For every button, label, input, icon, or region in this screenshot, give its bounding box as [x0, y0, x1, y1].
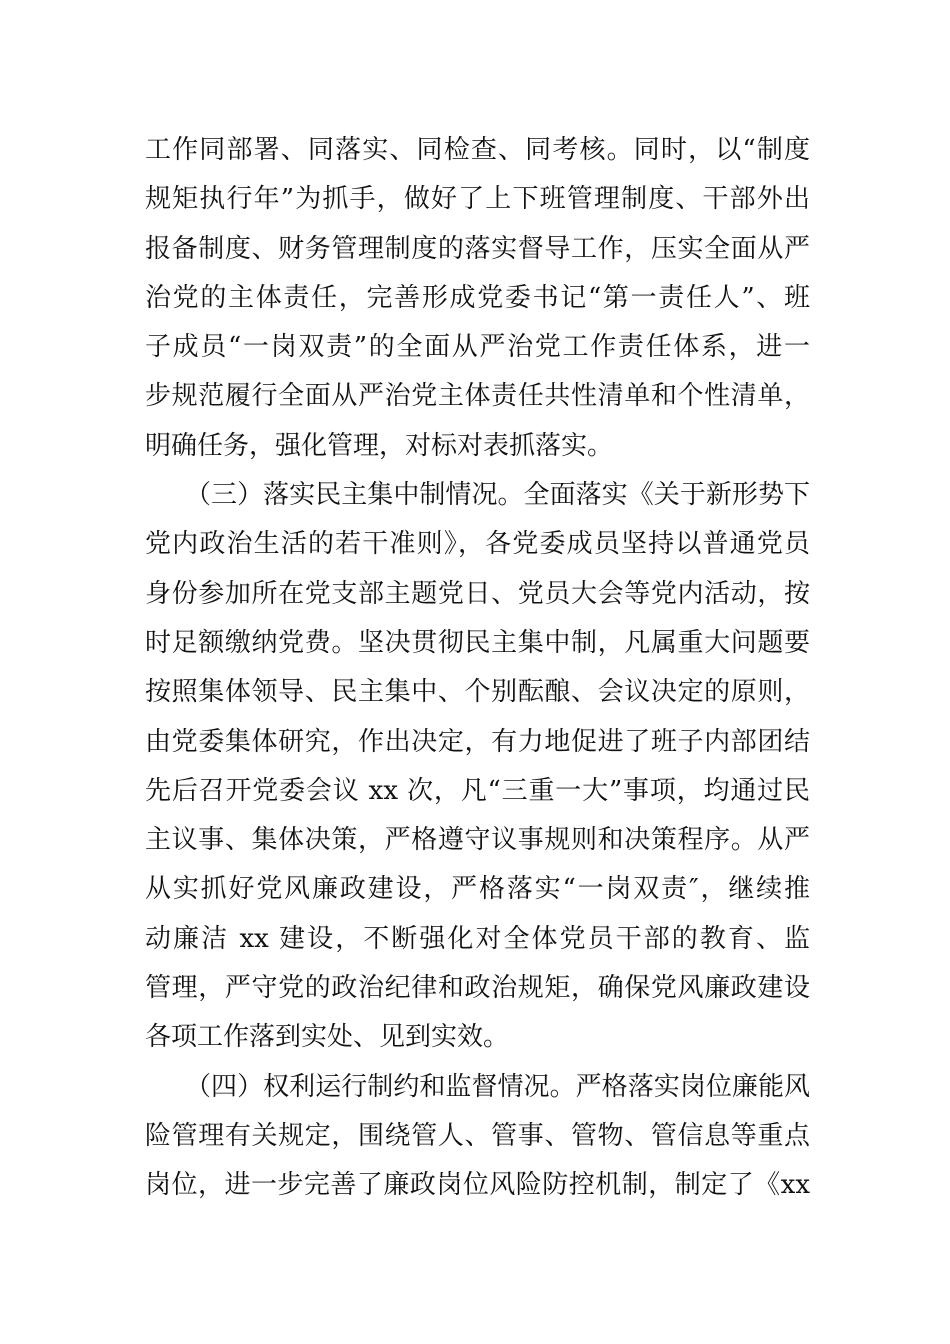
text-line: 管理，严守党的政治纪律和政治规矩，确保党风廉政建设	[145, 973, 810, 1004]
text-line: 步规范履行全面从严治党主体责任共性清单和个性清单，	[145, 381, 810, 412]
text-line: 从实抓好党风廉政建设，严格落实“一岗双责″，继续推	[145, 874, 810, 905]
text-line: 险管理有关规定，围绕管人、管事、管物、管信息等重点	[145, 1120, 810, 1151]
text-line: 工作同部署、同落实、同检查、同考核。同时，以“制度	[145, 135, 810, 165]
body-text	[145, 126, 810, 1211]
text-line: 按照集体领导、民主集中、个别酝酿、会议决定的原则，	[145, 677, 810, 708]
text-line-paragraph-start: （四）权利运行制约和监督情况。严格落实岗位廉能风	[185, 1071, 810, 1102]
text-line: 身份参加所在党支部主题党日、党员大会等党内活动，按	[145, 578, 810, 609]
text-line: 动廉洁 xx 建设，不断强化对全体党员干部的教育、监	[145, 923, 810, 954]
text-line: 时足额缴纳党费。坚决贯彻民主集中制，凡属重大问题要	[145, 627, 810, 658]
text-line: 子成员“一岗双责”的全面从严治党工作责任体系，进一	[145, 332, 810, 363]
text-line-paragraph-end: 各项工作落到实处、见到实效。	[145, 1022, 510, 1053]
text-line: 治党的主体责任，完善形成党委书记“第一责任人”、班	[145, 282, 810, 313]
text-line: 先后召开党委会议 xx 次，凡“三重一大”事项，均通过民	[145, 775, 810, 806]
text-line: 由党委集体研究，作出决定，有力地促进了班子内部团结	[145, 726, 810, 757]
text-line: 规矩执行年”为抓手，做好了上下班管理制度、干部外出	[145, 184, 810, 215]
text-line: 党内政治生活的若干准则》，各党委成员坚持以普通党员	[145, 529, 810, 560]
text-line-paragraph-end: 明确任务，强化管理，对标对表抓落实。	[145, 430, 614, 461]
text-line: 主议事、集体决策，严格遵守议事规则和决策程序。从严	[145, 825, 810, 856]
text-line: 报备制度、财务管理制度的落实督导工作，压实全面从严	[145, 233, 810, 264]
text-line: 岗位，进一步完善了廉政岗位风险防控机制，制定了《xx	[145, 1170, 810, 1201]
text-line-paragraph-start: （三）落实民主集中制情况。全面落实《关于新形势下	[185, 480, 810, 511]
